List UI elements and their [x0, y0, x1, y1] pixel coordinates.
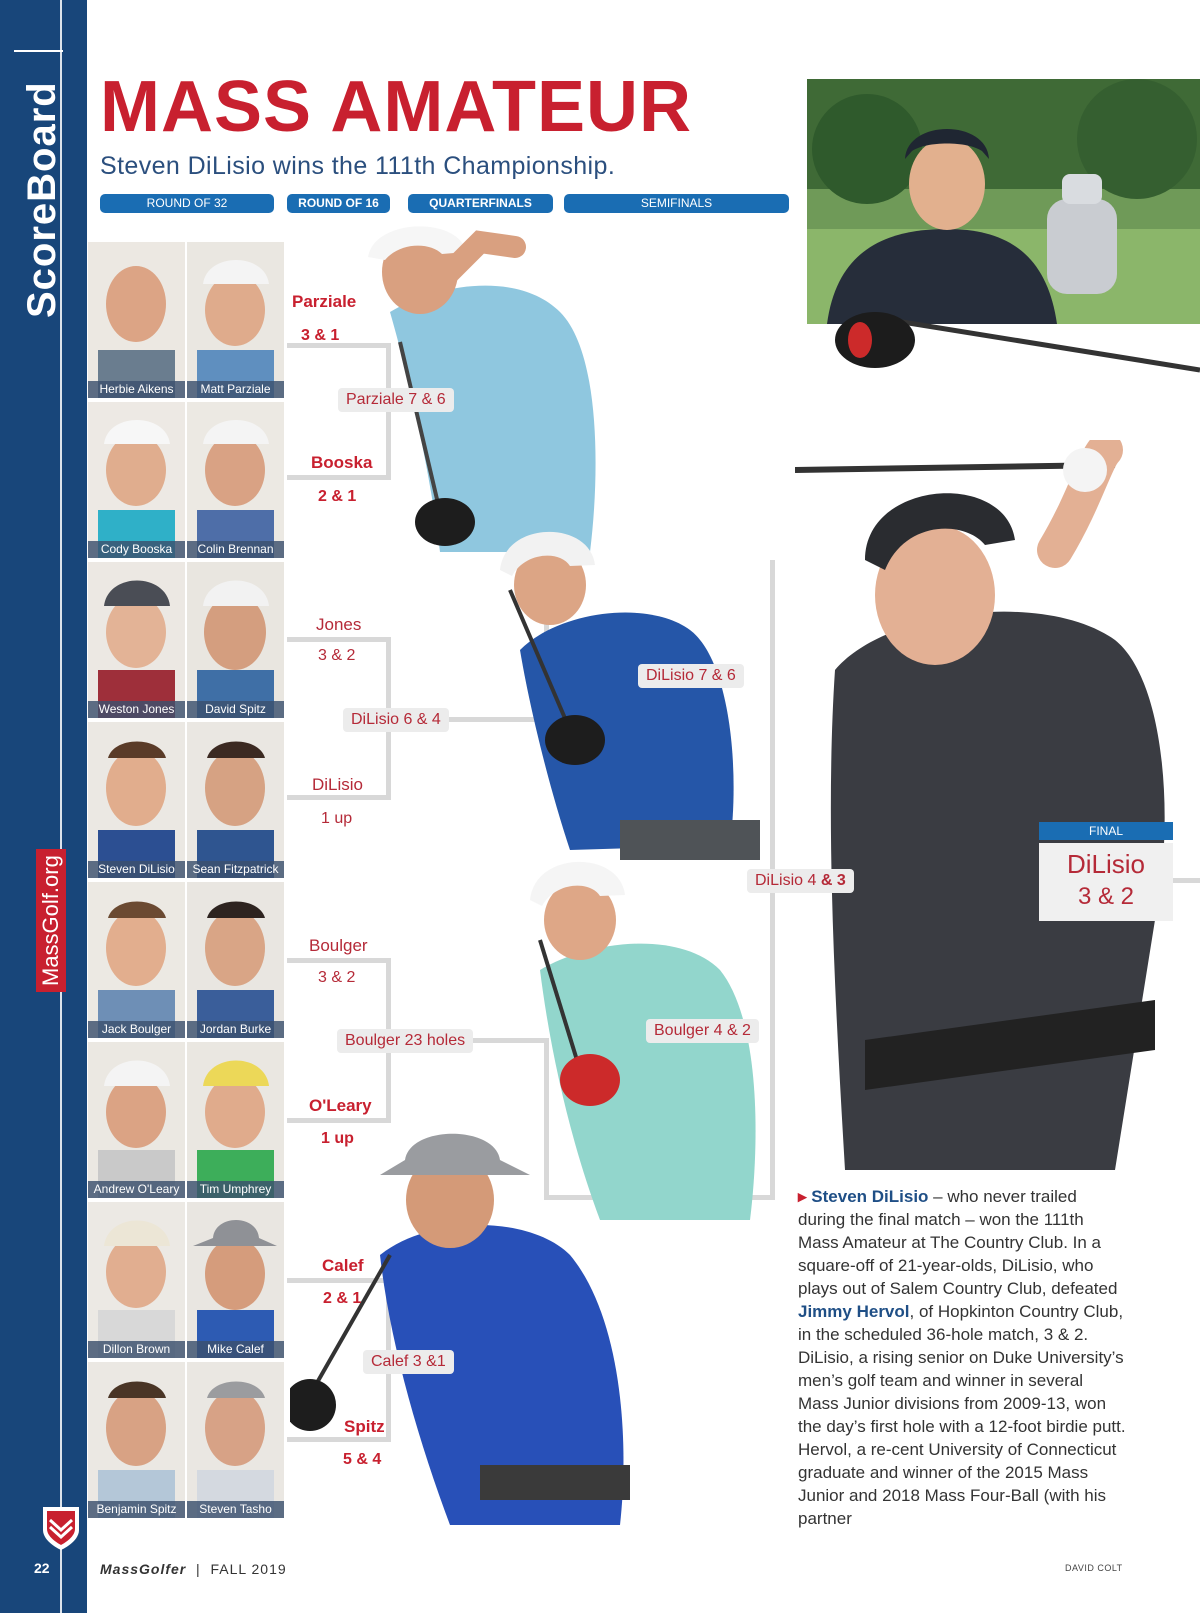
article-opponent-name: Jimmy Hervol — [798, 1302, 910, 1321]
player-card — [187, 1042, 284, 1198]
golfer-photo-parziale — [330, 212, 620, 552]
final-score: 3 & 2 — [1077, 883, 1135, 910]
bracket-line — [287, 637, 388, 642]
player-card — [88, 1042, 185, 1198]
player-card — [187, 242, 284, 398]
photo-credit: DAVID COLT — [1065, 1563, 1123, 1573]
sidebar-rule — [14, 50, 63, 52]
massgolf-shield-icon — [40, 1504, 82, 1552]
bracket-line — [287, 795, 388, 800]
page-subtitle: Steven DiLisio wins the 111th Championship. — [100, 152, 616, 180]
round-of-32-label: ROUND OF 32 — [100, 194, 274, 213]
player-card — [88, 882, 185, 1038]
r16-result: DiLisio 6 & 4 — [343, 708, 449, 732]
player-card — [88, 1362, 185, 1518]
r32-winner: Calef — [322, 1256, 364, 1275]
player-name: Weston Jones — [88, 701, 185, 718]
player-card — [187, 562, 284, 718]
issue-label: FALL 2019 — [210, 1561, 287, 1577]
r32-winner: Spitz — [344, 1417, 385, 1436]
player-name: Tim Umphrey — [187, 1181, 284, 1198]
player-name: Colin Brennan — [187, 541, 284, 558]
player-card — [88, 562, 185, 718]
magazine-name: MassGolfer — [100, 1561, 187, 1577]
player-card — [88, 1202, 185, 1358]
player-name: David Spitz — [187, 701, 284, 718]
r32-score: 3 & 1 — [301, 327, 340, 344]
player-card — [187, 1202, 284, 1358]
sf-winner: DiLisio 4 — [755, 872, 821, 889]
trophy-photo — [807, 79, 1200, 324]
qf-result: Boulger 4 & 2 — [646, 1019, 759, 1043]
r32-winner: Jones — [316, 615, 362, 634]
final-result-box — [1039, 843, 1173, 921]
article-paragraph-1: – who never trailed during the final match – won the 111th Mass Amateur at The Country Club. In a square-off of 21-year-olds, DiLisio, who plays out of Salem Country Club, defeated — [798, 1187, 1118, 1298]
player-card — [88, 242, 185, 398]
r32-score: 1 up — [321, 1130, 354, 1147]
r32-score: 1 up — [321, 810, 353, 827]
player-name: Jordan Burke — [187, 1021, 284, 1038]
player-card — [88, 722, 185, 878]
r32-score: 2 & 1 — [318, 488, 357, 505]
page-title: MASS AMATEUR — [100, 67, 692, 147]
bullet-arrow-icon: ▸ — [798, 1187, 807, 1206]
player-name: Herbie Aikens — [88, 381, 185, 398]
player-name: Matt Parziale — [187, 381, 284, 398]
article-paragraph-2: , of Hopkinton Country Club, in the scheduled 36-hole match, 3 & 2. DiLisio, a rising senior on Duke University’s men’s golf team and winner in several Mass Junior divisions from 2009-13, won the day’s first hole with a 12-foot birdie putt. Hervol, a re-cent University of Connecticut graduate and winner of the 2015 Mass Junior and 2018 Mass Four-Ball (with his partner — [798, 1302, 1126, 1528]
player-card — [187, 1362, 284, 1518]
r32-winner: DiLisio — [312, 775, 364, 794]
r32-winner: Booska — [311, 453, 373, 472]
r32-score: 3 & 2 — [318, 969, 356, 986]
final-label: FINAL — [1039, 822, 1173, 840]
site-link[interactable]: MassGolf.org — [36, 849, 66, 992]
article-text — [798, 1185, 1128, 1530]
player-name: Andrew O'Leary — [88, 1181, 185, 1198]
player-name: Cody Booska — [88, 541, 185, 558]
sf-score: & 3 — [820, 872, 846, 889]
golfer-photo-dilisio-champion — [795, 440, 1200, 1170]
player-name: Sean Fitzpatrick — [187, 861, 284, 878]
player-name: Benjamin Spitz — [88, 1501, 185, 1518]
player-name: Dillon Brown — [88, 1341, 185, 1358]
r32-winner: Boulger — [309, 936, 368, 955]
r16-result: Parziale 7 & 6 — [338, 388, 454, 412]
player-card — [88, 402, 185, 558]
r16-result: Boulger 23 holes — [337, 1029, 473, 1053]
player-card — [187, 882, 284, 1038]
player-card — [187, 402, 284, 558]
page-number: 22 — [34, 1560, 50, 1576]
qf-result: DiLisio 7 & 6 — [638, 664, 744, 688]
round-of-16-label: ROUND OF 16 — [287, 194, 390, 213]
quarterfinals-label: QUARTERFINALS — [408, 194, 553, 213]
r32-winner: O'Leary — [309, 1096, 372, 1115]
final-winner: DiLisio — [1066, 849, 1146, 879]
article-lead-name: Steven DiLisio — [811, 1187, 929, 1206]
player-name: Mike Calef — [187, 1341, 284, 1358]
section-title: ScoreBoard — [20, 81, 64, 318]
driver-club-head — [820, 300, 1200, 390]
player-name: Jack Boulger — [88, 1021, 185, 1038]
footer: MassGolfer | FALL 2019 — [100, 1561, 287, 1577]
r32-score: 5 & 4 — [343, 1451, 382, 1468]
r16-result: Calef 3 &1 — [363, 1350, 454, 1374]
player-name: Steven Tasho — [187, 1501, 284, 1518]
bracket-line — [287, 958, 388, 963]
sf-result — [747, 869, 854, 893]
r32-score: 3 & 2 — [318, 647, 356, 664]
r32-score: 2 & 1 — [323, 1290, 362, 1307]
semifinals-label: SEMIFINALS — [564, 194, 789, 213]
player-card — [187, 722, 284, 878]
player-name: Steven DiLisio — [88, 861, 185, 878]
r32-winner: Parziale — [292, 292, 357, 311]
